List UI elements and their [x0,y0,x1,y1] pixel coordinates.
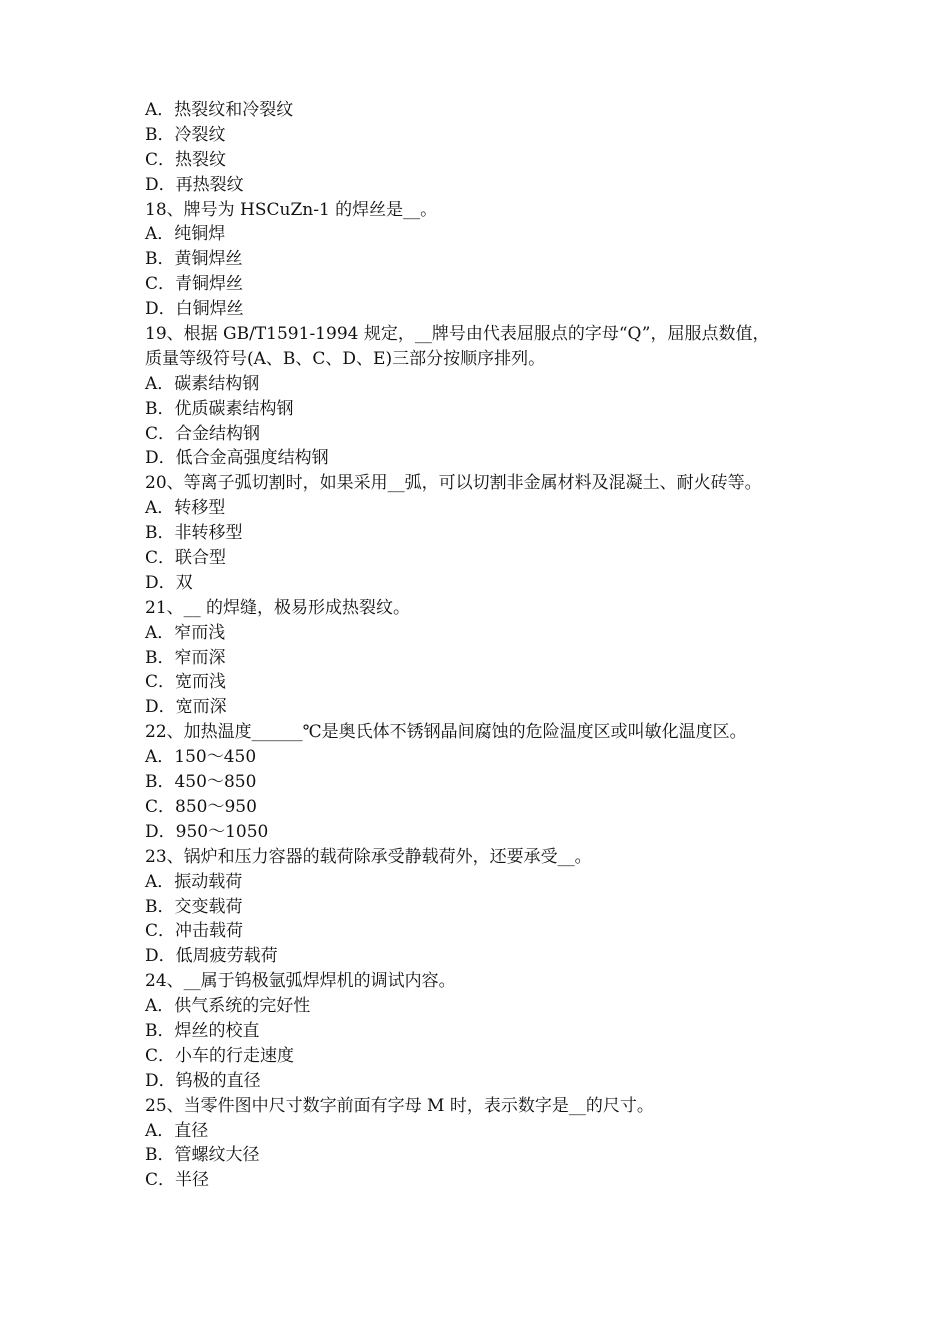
question-24 [145,969,825,1093]
option-line: B．交变载荷 [145,896,243,917]
question-text: 23、锅炉和压力容器的载荷除承受静载荷外，还要承受__。 [145,846,592,867]
option-line: B．冷裂纹 [145,124,226,145]
question-20 [145,471,825,595]
option-line: A．供气系统的完好性 [145,996,311,1017]
question-text: 21、__ 的焊缝，极易形成热裂纹。 [145,597,411,618]
option-line: D．双 [145,572,193,593]
question-text: 22、加热温度______℃是奥氏体不锈钢晶间腐蚀的危险温度区或叫敏化温度区。 [145,722,747,743]
question-text: 25、当零件图中尺寸数字前面有字母 M 时，表示数字是__的尺寸。 [145,1095,654,1116]
option-line: C．小车的行走速度 [145,1045,295,1066]
question-text-continued: 质量等级符号(A、B、C、D、E)三部分按顺序排列。 [145,348,546,369]
option-line: D．再热裂纹 [145,174,244,195]
question-text: 24、__属于钨极氩弧焊焊机的调试内容。 [145,971,456,992]
question-21 [145,596,825,720]
question-list [145,98,825,1193]
option-line: B．焊丝的校直 [145,1020,260,1041]
option-line: A．碳素结构钢 [145,373,260,394]
question-text: 20、等离子弧切割时，如果采用__弧，可以切割非金属材料及混凝土、耐火砖等。 [145,473,762,494]
question-18 [145,198,825,322]
option-line: A．纯铜焊 [145,224,226,245]
question-22 [145,720,825,844]
option-line: C．联合型 [145,548,227,569]
option-line: A．150～450 [145,747,257,768]
option-line: C．850～950 [145,796,257,817]
option-line: C．宽而浅 [145,672,227,693]
option-line: D．低合金高强度结构钢 [145,448,329,469]
option-line: D．钨极的直径 [145,1070,261,1091]
option-line: D．宽而深 [145,697,227,718]
option-line: B．窄而深 [145,647,226,668]
option-line: A．直径 [145,1120,209,1141]
question-text: 19、根据 GB/T1591-1994 规定，__牌号由代表屈服点的字母“Q”，屈服点数值， [145,324,770,345]
option-line: A．窄而浅 [145,622,226,643]
option-line: B．优质碳素结构钢 [145,398,294,419]
option-line: D．950～1050 [145,821,269,842]
question-25 [145,1094,825,1194]
option-line: B．黄铜焊丝 [145,249,243,270]
option-line: C．合金结构钢 [145,423,261,444]
option-line: C．热裂纹 [145,149,227,170]
option-line: B．非转移型 [145,523,243,544]
option-line: A．振动载荷 [145,871,243,892]
option-line: B．管螺纹大径 [145,1145,260,1166]
option-line: A．热裂纹和冷裂纹 [145,100,294,120]
question-23 [145,845,825,969]
option-line: D．低周疲劳载荷 [145,946,278,967]
option-line: C．青铜焊丝 [145,274,244,295]
option-line: D．白铜焊丝 [145,299,244,320]
option-line: C．冲击载荷 [145,921,244,942]
option-line: A．转移型 [145,498,226,519]
option-line: C．半径 [145,1170,210,1191]
previous-question-options [145,98,825,198]
question-text: 18、牌号为 HSCuZn-1 的焊丝是__。 [145,199,438,220]
question-19 [145,322,825,471]
option-line: B．450～850 [145,772,257,793]
